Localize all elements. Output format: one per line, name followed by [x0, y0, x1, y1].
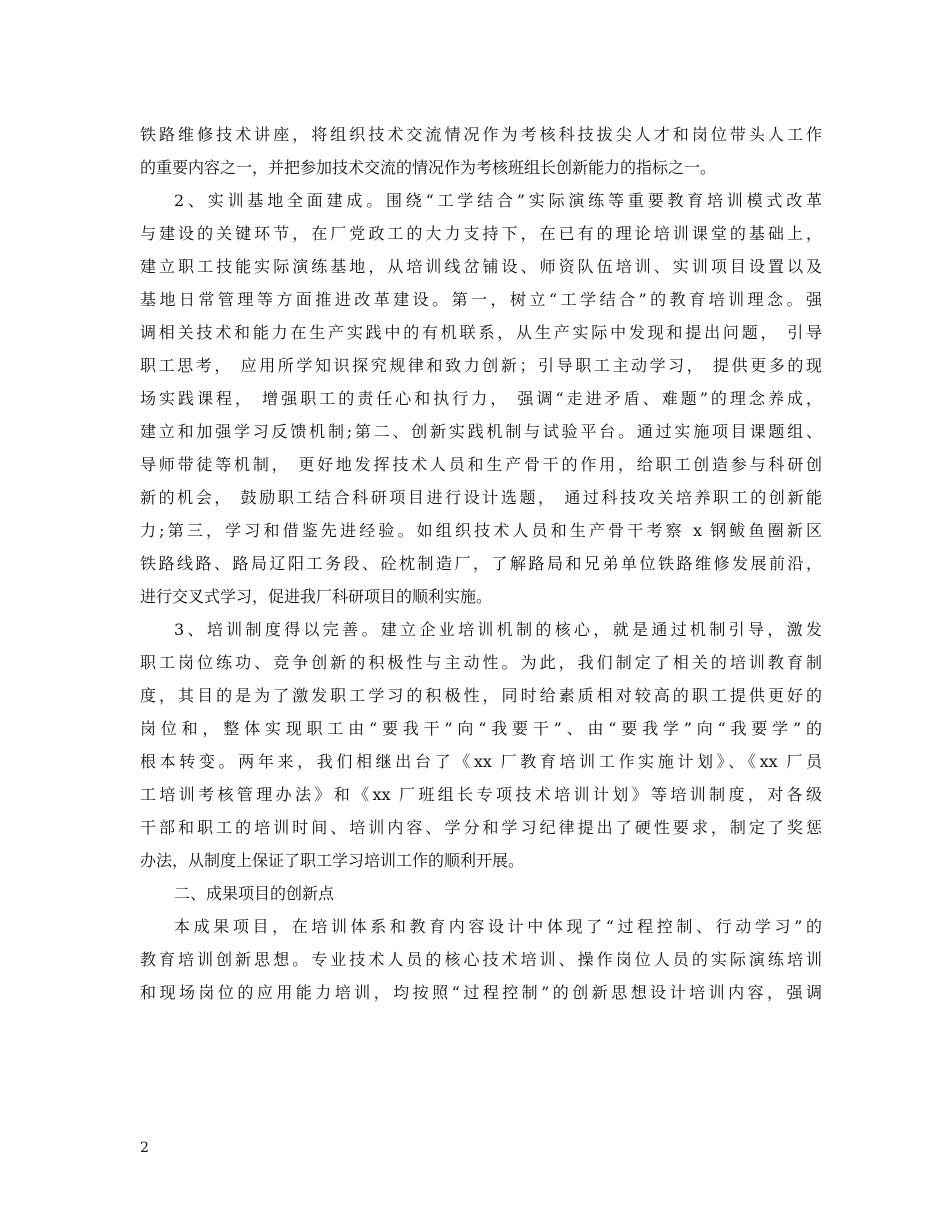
text-line: 新的机会， 鼓励职工结合科研项目进行设计选题， 通过科技攻关培养职工的创新能	[140, 488, 822, 507]
text-line: 场实践课程， 增强职工的责任心和执行力， 强调“走进矛盾、难题”的理念养成，	[140, 389, 822, 408]
text-line: 办法，从制度上保证了职工学习培训工作的顺利开展。	[140, 851, 525, 870]
text-line: 根本转变。两年来，我们相继出台了《xx 厂教育培训工作实施计划》、《xx 厂员	[140, 752, 822, 771]
text-line: 基地日常管理等方面推进改革建设。第一，树立“工学结合”的教育培训理念。强	[140, 290, 822, 309]
text-line: 与建设的关键环节，在厂党政工的大力支持下，在已有的理论培训课堂的基础上，	[140, 224, 822, 243]
text-line: 的重要内容之一，并把参加技术交流的情况作为考核班组长创新能力的指标之一。	[140, 158, 717, 177]
text-line: 2、实训基地全面建成。围绕“工学结合”实际演练等重要教育培训模式改革	[174, 191, 822, 210]
text-line: 调相关技术和能力在生产实践中的有机联系，从生产实际中发现和提出问题， 引导	[140, 323, 822, 342]
text-line: 建立职工技能实际演练基地，从培训线岔铺设、师资队伍培训、实训项目设置以及	[140, 257, 822, 276]
text-line: 职工岗位练功、竞争创新的积极性与主动性。为此，我们制定了相关的培训教育制	[140, 653, 822, 672]
text-line: 进行交叉式学习，促进我厂科研项目的顺利实施。	[140, 587, 493, 606]
text-line: 工培训考核管理办法》和《xx 厂班组长专项技术培训计划》等培训制度，对各级	[140, 785, 822, 804]
text-line: 度，其目的是为了激发职工学习的积极性，同时给素质相对较高的职工提供更好的	[140, 686, 822, 705]
text-line: 干部和职工的培训时间、培训内容、学分和学习纪律提出了硬性要求，制定了奖惩	[140, 818, 822, 837]
text-line: 铁路线路、路局辽阳工务段、砼枕制造厂，了解路局和兄弟单位铁路维修发展前沿，	[140, 554, 822, 573]
text-line: 二、成果项目的创新点	[174, 884, 335, 903]
text-line: 职工思考， 应用所学知识探究规律和致力创新；引导职工主动学习， 提供更多的现	[140, 356, 822, 375]
document-body	[140, 118, 822, 1009]
text-line: 本成果项目，在培训体系和教育内容设计中体现了“过程控制、行动学习”的	[174, 917, 822, 936]
text-line: 力;第三，学习和借鉴先进经验。如组织技术人员和生产骨干考察 x 钢鲅鱼圈新区	[140, 521, 822, 540]
text-line: 教育培训创新思想。专业技术人员的核心技术培训、操作岗位人员的实际演练培训	[140, 950, 822, 969]
page-number: 2	[140, 1140, 149, 1156]
text-line: 和现场岗位的应用能力培训，均按照“过程控制”的创新思想设计培训内容，强调	[140, 983, 822, 1002]
text-line: 3、培训制度得以完善。建立企业培训机制的核心，就是通过机制引导，激发	[174, 620, 822, 639]
text-line: 铁路维修技术讲座，将组织技术交流情况作为考核科技拔尖人才和岗位带头人工作	[140, 125, 822, 144]
text-line: 建立和加强学习反馈机制;第二、创新实践机制与试验平台。通过实施项目课题组、	[140, 422, 822, 441]
text-line: 岗位和，整体实现职工由“要我干”向“我要干”、由“要我学”向“我要学”的	[140, 719, 822, 738]
text-line: 导师带徒等机制， 更好地发挥技术人员和生产骨干的作用，给职工创造参与科研创	[140, 455, 822, 474]
